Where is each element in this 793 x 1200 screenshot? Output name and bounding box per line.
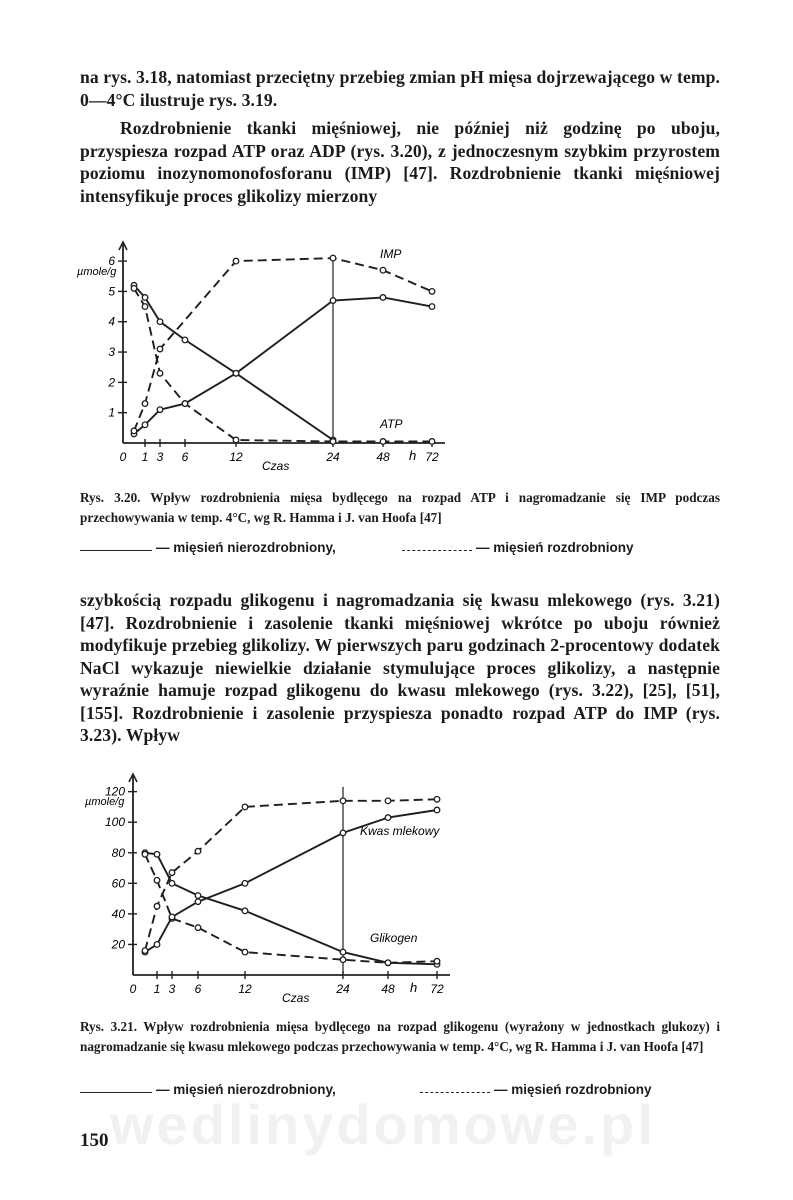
series-imp-solid	[134, 298, 432, 434]
x-tick-label: 6	[194, 982, 202, 996]
figure-3-21-chart	[0, 770, 793, 1015]
y-tick-label: 20	[111, 937, 125, 952]
data-point-imp	[429, 304, 435, 310]
x-tick-label: 24	[336, 982, 350, 996]
data-point-kwas-mlekowy	[195, 899, 201, 905]
data-point-glikogen	[340, 949, 346, 955]
data-point-glikogen	[195, 893, 201, 899]
x-tick-label: 0	[119, 450, 127, 464]
y-tick-label: 100	[104, 815, 125, 830]
y-tick-label: 120	[104, 784, 125, 799]
x-tick-label: 12	[238, 982, 252, 996]
data-point-glikogen	[154, 851, 160, 857]
legend-solid-label: — mięsień nierozdrobniony,	[156, 1082, 336, 1097]
y-tick-label: 3	[108, 345, 115, 360]
data-point-kwas-mlekowy	[434, 807, 440, 813]
data-point-atp	[429, 439, 435, 445]
data-point-imp	[330, 298, 336, 304]
data-point-atp	[157, 319, 163, 325]
data-point-imp	[380, 267, 386, 273]
data-point-imp	[429, 289, 435, 295]
x-tick-label: 3	[168, 982, 176, 996]
x-tick-label: 24	[326, 450, 340, 464]
paragraph-mincing-atp: Rozdrobnienie tkanki mięśniowej, nie później niż godzinę po uboju, przyspiesza rozpad ATP oraz ADP (rys. 3.20), z jednoczesnym szybkim przyrostem poziomu inozynomonofosforanu (IMP) [47]. Rozdrobnienie tkanki mięśniowej intensyfikuje proces glikolizy mierzony	[80, 118, 720, 206]
x-tick-label: 12	[229, 450, 243, 464]
data-point-imp	[142, 401, 148, 407]
x-axis-label: Czas	[282, 991, 310, 1005]
x-unit-label: h	[410, 980, 418, 995]
paragraph-continuation: na rys. 3.18, natomiast przeciętny przebieg zmian pH mięsa dojrzewającego w temp. 0—4°C ilustruje rys. 3.19.	[80, 67, 720, 110]
data-point-atp	[142, 295, 148, 301]
x-tick-label: 1	[141, 450, 149, 464]
series-annotation: ATP	[380, 417, 403, 431]
legend-dashed-label: — mięsień rozdrobniony	[494, 1082, 652, 1097]
x-tick-label: 48	[381, 982, 395, 996]
data-point-glikogen	[195, 925, 201, 931]
data-point-kwas-mlekowy	[340, 830, 346, 836]
figure-3-20-legend	[80, 540, 720, 560]
page-number: 150	[80, 1130, 109, 1151]
y-tick-label: 1	[108, 405, 115, 420]
series-glikogen-solid	[145, 853, 437, 965]
data-point-imp	[131, 428, 137, 434]
data-point-imp	[330, 255, 336, 261]
series-annotation: Kwas mlekowy	[360, 824, 440, 838]
y-tick-label: 5	[108, 284, 115, 299]
x-tick-label: 6	[181, 450, 189, 464]
data-point-glikogen	[154, 877, 160, 883]
legend-dashed-swatch	[402, 550, 472, 551]
figure-3-21-caption: Rys. 3.21. Wpływ rozdrobnienia mięsa bydlęcego na rozpad glikogenu (wyrażony w jednostkach glukozy) i nagromadzanie się kwasu mlekowego podczas przechowywania w temp. 4°C, wg R. Hamma i J. van Hoofa [47]	[80, 1019, 720, 1054]
body-text-middle	[80, 589, 720, 747]
data-point-glikogen	[242, 949, 248, 955]
x-tick-label: 3	[156, 450, 164, 464]
data-point-kwas-mlekowy	[154, 903, 160, 909]
x-tick-label: 1	[153, 982, 161, 996]
data-point-kwas-mlekowy	[242, 804, 248, 810]
data-point-imp	[233, 258, 239, 264]
data-point-kwas-mlekowy	[385, 798, 391, 804]
series-annotation: Glikogen	[370, 931, 418, 945]
y-tick-label: 6	[108, 254, 115, 269]
watermark: wedlinydomowe.pl	[110, 1093, 656, 1156]
series-glikogen-dashed	[145, 854, 437, 963]
legend-solid-label: — mięsień nierozdrobniony,	[156, 540, 336, 555]
x-tick-label: 72	[430, 982, 444, 996]
data-point-imp	[157, 346, 163, 352]
data-point-atp	[182, 337, 188, 343]
data-point-imp	[380, 295, 386, 301]
figure-3-20-chart	[0, 238, 793, 483]
data-point-kwas-mlekowy	[385, 815, 391, 821]
y-tick-label: 40	[111, 906, 125, 921]
data-point-glikogen	[169, 881, 175, 887]
y-tick-label: 2	[108, 375, 115, 390]
data-point-glikogen	[142, 851, 148, 857]
data-point-atp	[330, 439, 336, 445]
data-point-kwas-mlekowy	[169, 914, 175, 920]
data-point-atp	[131, 286, 137, 292]
figure-3-20-series	[131, 255, 435, 444]
y-tick-label: 4	[108, 314, 115, 329]
data-point-atp	[157, 370, 163, 376]
data-point-kwas-mlekowy	[434, 796, 440, 802]
x-tick-label: 72	[425, 450, 439, 464]
body-text-top	[80, 66, 720, 207]
data-point-kwas-mlekowy	[169, 870, 175, 876]
series-atp-solid	[134, 285, 333, 440]
x-tick-label: 48	[376, 450, 390, 464]
y-axis-label: µmole/g	[77, 266, 117, 278]
data-point-glikogen	[242, 908, 248, 914]
legend-dashed-label: — mięsień rozdrobniony	[476, 540, 634, 555]
paragraph-glycolysis: szybkością rozpadu glikogenu i nagromadzania się kwasu mlekowego (rys. 3.21) [47]. Rozdrobnienie i zasolenie tkanki mięśniowej wkrótce po uboju również modyfikuje przebieg glikolizy. W pierwszych paru godzinach 2-procentowy dodatek NaCl wykazuje niewielkie działanie stymulujące proces glikolizy, a następnie wyraźnie hamuje rozpad glikogenu do kwasu mlekowego (rys. 3.22), [25], [51], [155]. Rozdrobnienie i zasolenie przyspiesza ponadto rozpad ATP do IMP (rys. 3.23). Wpływ	[80, 590, 720, 745]
series-annotation: IMP	[380, 247, 402, 261]
data-point-imp	[142, 422, 148, 428]
data-point-kwas-mlekowy	[340, 798, 346, 804]
data-point-glikogen	[434, 958, 440, 964]
series-kwas-mlekowy-dashed	[145, 799, 437, 950]
data-point-glikogen	[385, 960, 391, 966]
legend-solid-swatch	[80, 550, 152, 551]
data-point-imp	[157, 407, 163, 413]
data-point-kwas-mlekowy	[242, 881, 248, 887]
data-point-kwas-mlekowy	[195, 848, 201, 854]
x-axis-label: Czas	[262, 459, 290, 473]
y-axis-label: µmole/g	[85, 796, 125, 808]
x-unit-label: h	[409, 448, 417, 463]
y-tick-label: 60	[111, 876, 125, 891]
x-tick-label: 0	[129, 982, 137, 996]
y-tick-label: 80	[111, 845, 125, 860]
data-point-imp	[182, 401, 188, 407]
data-point-atp	[380, 439, 386, 445]
data-point-kwas-mlekowy	[142, 948, 148, 954]
figure-3-20-caption: Rys. 3.20. Wpływ rozdrobnienia mięsa bydlęcego na rozpad ATP i nagromadzanie się IMP podczas przechowywania w temp. 4°C, wg R. Hamma i J. van Hoofa [47]	[80, 490, 720, 525]
data-point-kwas-mlekowy	[154, 942, 160, 948]
data-point-glikogen	[340, 957, 346, 963]
data-point-imp	[233, 370, 239, 376]
data-point-atp	[233, 437, 239, 443]
data-point-atp	[142, 304, 148, 310]
